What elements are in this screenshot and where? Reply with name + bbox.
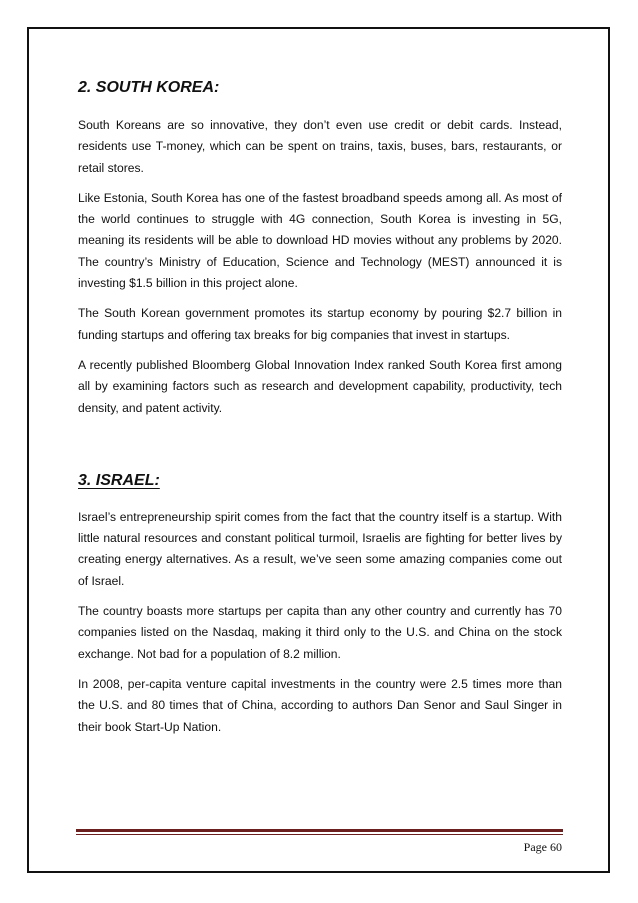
paragraph: Like Estonia, South Korea has one of the fastest broadband speeds among all. As most of the world continues to struggle with 4G connection, South Korea is investing in 5G, meaning its residents will be able to download HD movies without any problems by 2020. The country’s Ministry of Education, Science and Technology (MEST) announced it is investing $1.5 billion in this project alone. xyxy=(78,190,562,291)
paragraph: The South Korean government promotes its startup economy by pouring $2.7 billion in funding startups and offering tax breaks for big companies that invest in startups. xyxy=(78,306,562,342)
paragraph: In 2008, per-capita venture capital investments in the country were 2.5 times more than the U.S. and 80 times that of China, according to authors Dan Senor and Saul Singer in their book Start-Up Nation. xyxy=(78,676,562,734)
footer-divider-thin xyxy=(76,834,563,835)
paragraph: South Koreans are so innovative, they don’t even use credit or debit cards. Instead, residents use T-money, which can be spent on trains, taxis, buses, bars, restaurants, or retail stores. xyxy=(78,118,562,175)
paragraph: A recently published Bloomberg Global Innovation Index ranked South Korea first among all by examining factors such as research and development capability, productivity, tech density, and patent activity. xyxy=(78,357,562,415)
section-heading-israel: 3. ISRAEL: xyxy=(78,471,160,489)
footer-divider xyxy=(76,829,563,832)
section-heading-south-korea: 2. SOUTH KOREA: xyxy=(78,79,220,96)
page-content xyxy=(78,78,562,747)
paragraph: The country boasts more startups per capita than any other country and currently has 70 companies listed on the Nasdaq, making it third only to the U.S. and China on the stock exchange. Not bad for a population of 8.2 million. xyxy=(78,604,562,661)
page-number: Page 60 xyxy=(523,840,562,854)
paragraph: Israel’s entrepreneurship spirit comes from the fact that the country itself is a startup. With little natural resources and constant political turmoil, Israelis are fighting for better lives by creating energy alternatives. As a result, we’ve seen some amazing companies come out of Israel. xyxy=(78,509,562,588)
